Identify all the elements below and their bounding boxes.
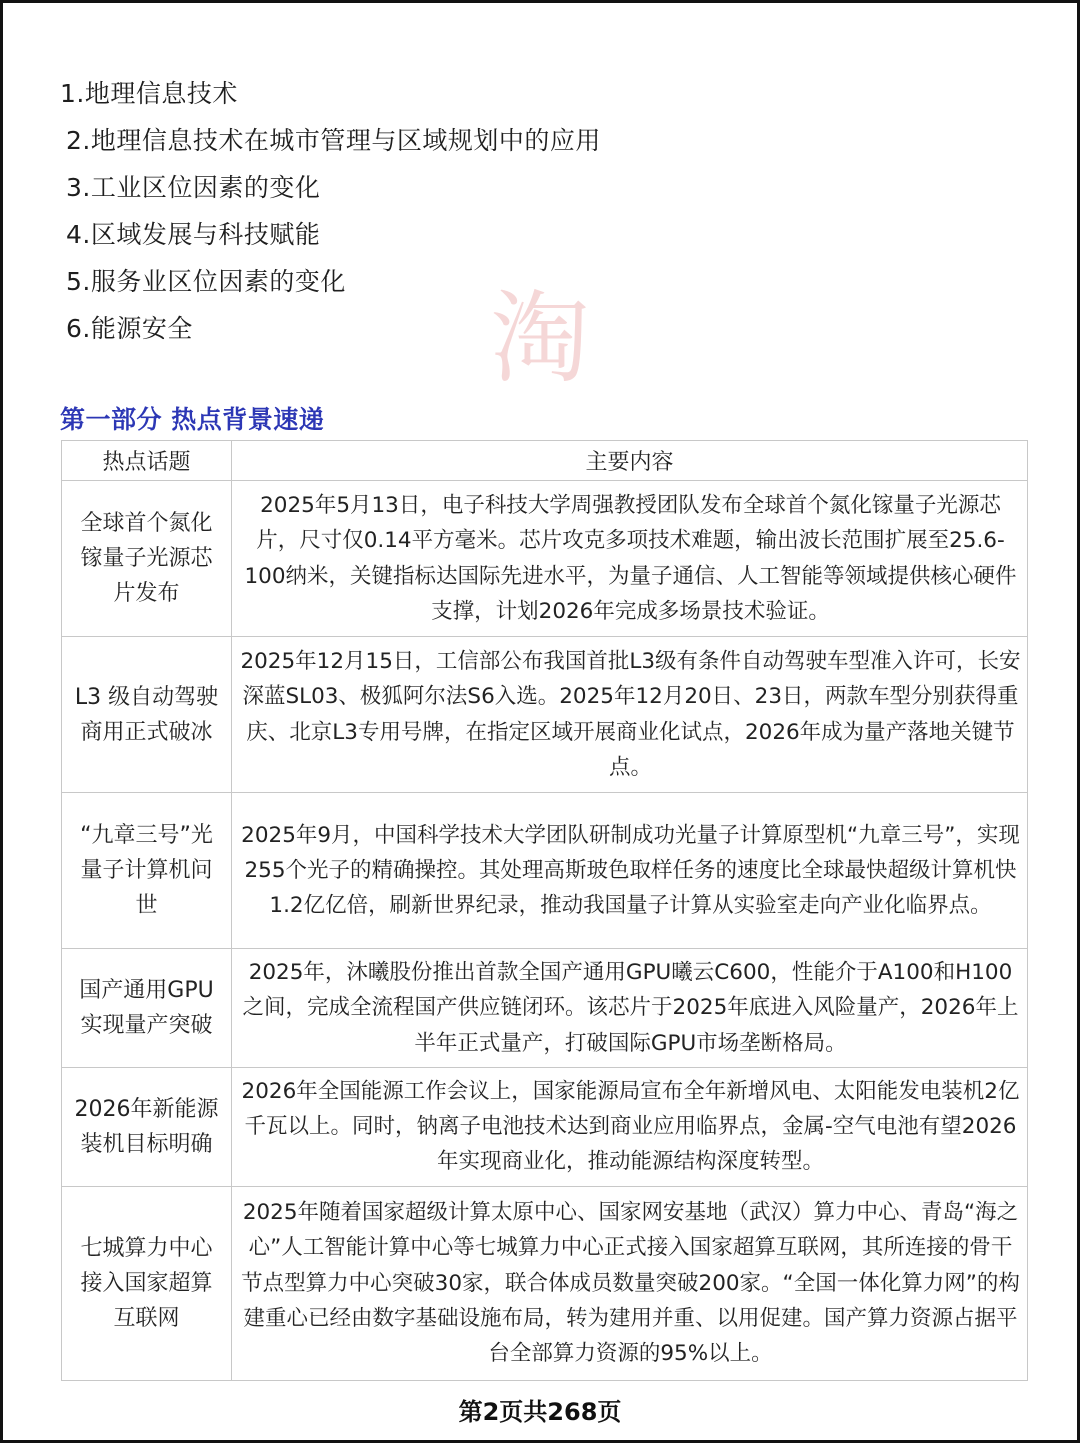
table-row xyxy=(62,637,1028,793)
topic-list-item: 2.地理信息技术在城市管理与区域规划中的应用 xyxy=(66,126,601,155)
table-row xyxy=(62,793,1028,949)
topic-cell: 国产通用GPU实现量产突破 xyxy=(62,949,232,1068)
topic-cell: 七城算力中心接入国家超算互联网 xyxy=(62,1186,232,1380)
table-row xyxy=(62,481,1028,637)
table-header-row xyxy=(62,441,1028,481)
topic-list xyxy=(60,70,820,352)
content-cell: 2025年随着国家超级计算太原中心、国家网安基地（武汉）算力中心、青岛“海之心”人工智能计算中心等七城算力中心正式接入国家超算互联网，其所连接的骨干节点型算力中心突破30家，联合体成员数量突破200家。“全国一体化算力网”的构建重心已经由数字基础设施布局，转为建用并重、以用促建。国产算力资源占据平台全部算力资源的95%以上。 xyxy=(232,1186,1028,1380)
section-title: 第一部分 热点背景速递 xyxy=(60,405,325,434)
topic-list-item: 4.区域发展与科技赋能 xyxy=(66,220,321,249)
topic-list-item: 5.服务业区位因素的变化 xyxy=(66,267,346,296)
content-cell: 2025年，沐曦股份推出首款全国产通用GPU曦云C600，性能介于A100和H100之间，完成全流程国产供应链闭环。该芯片于2025年底进入风险量产，2026年上半年正式量产，打破国际GPU市场垄断格局。 xyxy=(232,949,1028,1068)
hot-topics-table xyxy=(61,440,1028,1381)
topic-cell: 2026年新能源装机目标明确 xyxy=(62,1067,232,1186)
topic-cell: 全球首个氮化镓量子光源芯片发布 xyxy=(62,481,232,637)
header-topic: 热点话题 xyxy=(62,441,232,481)
content-cell: 2025年5月13日，电子科技大学周强教授团队发布全球首个氮化镓量子光源芯片，尺寸仅0.14平方毫米。芯片攻克多项技术难题，输出波长范围扩展至25.6-100纳米，关键指标达国际先进水平，为量子通信、人工智能等领域提供核心硬件支撑，计划2026年完成多场景技术验证。 xyxy=(232,481,1028,637)
topic-cell: “九章三号”光量子计算机问世 xyxy=(62,793,232,949)
topic-list-item: 1.地理信息技术 xyxy=(60,79,238,108)
watermark-logo: 淘 xyxy=(490,280,590,397)
topic-cell: L3 级自动驾驶商用正式破冰 xyxy=(62,637,232,793)
table-row xyxy=(62,1186,1028,1380)
topic-list-item: 3.工业区位因素的变化 xyxy=(66,173,321,202)
page-number: 第2页共268页 xyxy=(458,1398,622,1426)
header-content: 主要内容 xyxy=(232,441,1028,481)
content-cell: 2025年9月，中国科学技术大学团队研制成功光量子计算原型机“九章三号”，实现255个光子的精确操控。其处理高斯玻色取样任务的速度比全球最快超级计算机快1.2亿亿倍，刷新世界纪录，推动我国量子计算从实验室走向产业化临界点。 xyxy=(232,793,1028,949)
topic-list-item: 6.能源安全 xyxy=(66,314,193,343)
table-row xyxy=(62,949,1028,1068)
content-cell: 2026年全国能源工作会议上，国家能源局宣布全年新增风电、太阳能发电装机2亿千瓦以上。同时，钠离子电池技术达到商业应用临界点，金属-空气电池有望2026年实现商业化，推动能源结构深度转型。 xyxy=(232,1067,1028,1186)
table-row xyxy=(62,1067,1028,1186)
content-cell: 2025年12月15日，工信部公布我国首批L3级有条件自动驾驶车型准入许可，长安深蓝SL03、极狐阿尔法S6入选。2025年12月20日、23日，两款车型分别获得重庆、北京L3专用号牌，在指定区域开展商业化试点，2026年成为量产落地关键节点。 xyxy=(232,637,1028,793)
